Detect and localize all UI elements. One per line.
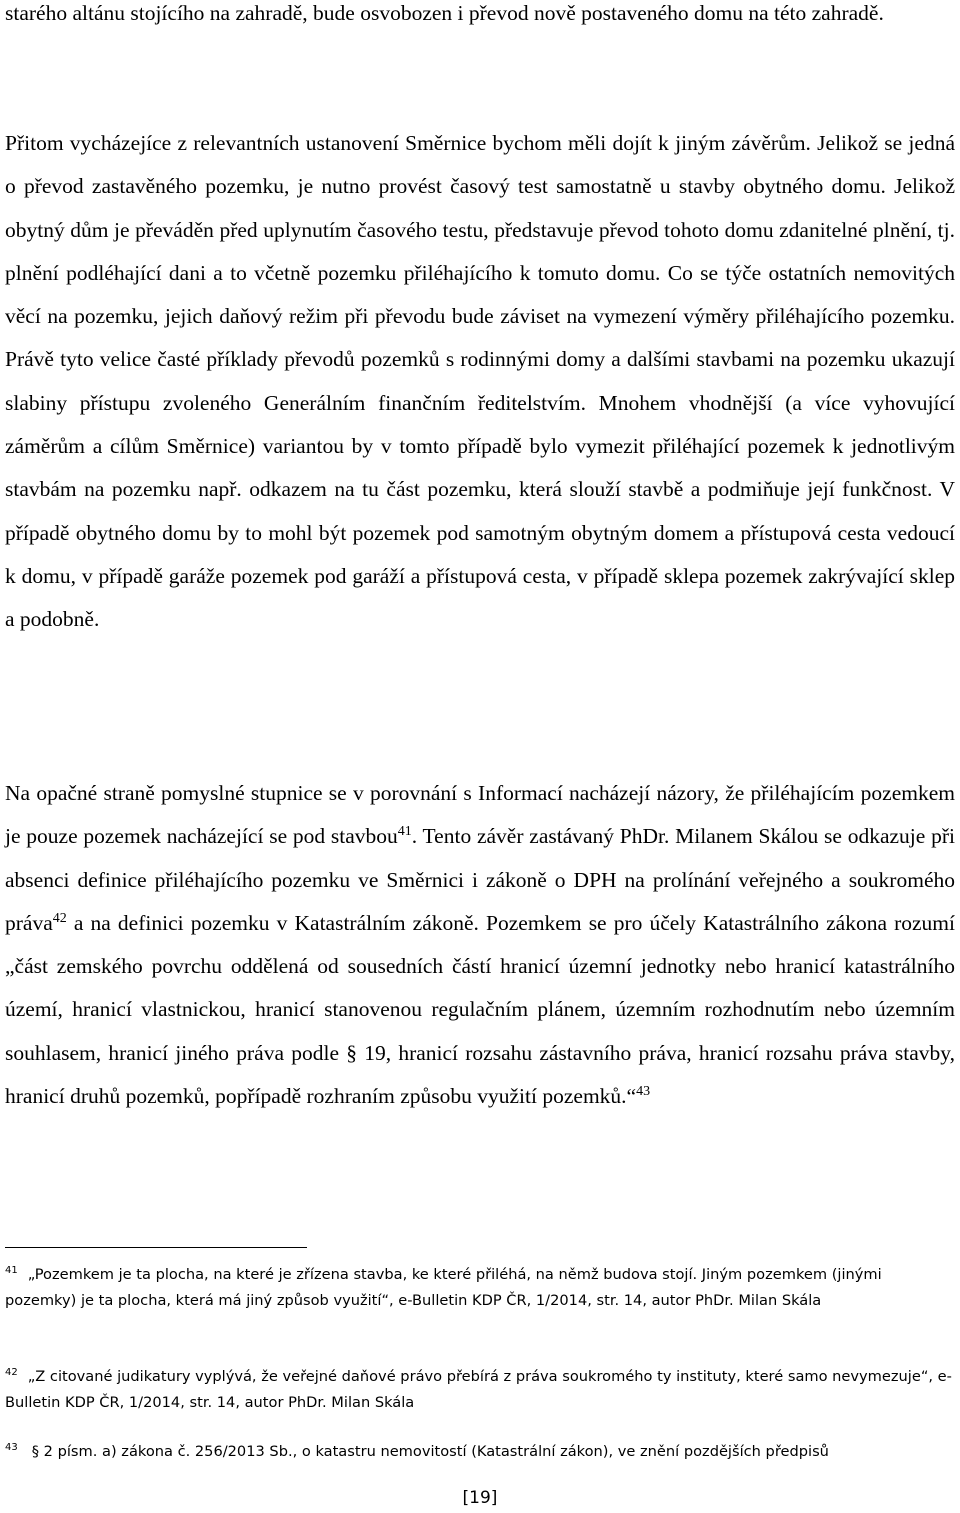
page-number: [19] (462, 1488, 498, 1508)
footnote-text: „Pozemkem je ta plocha, na které je zřízena stavba, ke které přiléhá, na němž budova stojí. Jiným pozemkem (jinými pozemky) je ta plocha, která má jiný způsob využití“, e-Bulletin KDP ČR, 1/2014, str. 14, autor PhDr. Milan Skála (5, 1266, 882, 1309)
footnote-41 (5, 1262, 955, 1314)
paragraph-directive-analysis: Přitom vycházejíce z relevantních ustanovení Směrnice bychom měli dojít k jiným závěrům. Jelikož se jedná o převod zastavěného pozemku, je nutno provést časový test samostatně u stavby obytného domu. Jelikož obytný dům je převáděn před uplynutím časového testu, představuje převod tohoto domu zdanitelné plnění, tj. plnění podléhající dani a to včetně pozemku přiléhajícího k tomuto domu. Co se týče ostatních nemovitých věcí na pozemku, jejich daňový režim při převodu bude záviset na vymezení výměry přiléhajícího pozemku. Právě tyto velice časté příklady převodů pozemků s rodinnými domy a dalšími stavbami na pozemku ukazují slabiny přístupu zvoleného Generálním finančním ředitelstvím. Mnohem vhodnější (a více vyhovující záměrům a cílům Směrnice) variantou by v tomto případě bylo vymezit přiléhající pozemek k jednotlivým stavbám na pozemku např. odkazem na tu část pozemku, která slouží stavbě a podmiňuje její funkčnost. V případě obytného domu by to mohl být pozemek pod samotným obytným domem a přístupová cesta vedoucí k domu, v případě garáže pozemek pod garáží a přístupová cesta, v případě sklepa pozemek zakrývající sklep a podobně. (5, 131, 955, 632)
footnote-number: 41 (5, 1265, 18, 1276)
paragraph-text-part-3: a na definici pozemku v Katastrálním zákoně. Pozemkem se pro účely Katastrálního zákona rozumí „část zemského povrchu oddělená od sousedních částí hranicí územní jednotky nebo hranicí katastrálního území, hranicí vlastnickou, hranicí stanovenou regulačním plánem, územním rozhodnutím nebo územním souhlasem, hranicí jiného práva podle § 19, hranicí rozsahu zástavního práva, hranicí rozsahu práva stavby, hranicí druhů pozemků, popřípadě rozhraním způsobu využití pozemků.“ (5, 910, 955, 1109)
footnote-separator (5, 1247, 307, 1248)
footnote-reference-42[interactable]: 42 (52, 910, 67, 926)
footnote-42 (5, 1364, 955, 1416)
footnote-number: 43 (5, 1442, 18, 1453)
footnote-43 (5, 1439, 955, 1465)
paragraph-continuation: starého altánu stojícího na zahradě, bude osvobozen i převod nově postaveného domu na této zahradě. (5, 1, 884, 25)
paragraph-text-part-2: . Tento závěr zastávaný PhDr. Milanem Skálou se odkazuje při absenci definice přiléhajícího pozemku ve Směrnici i zákoně o DPH na prolínání veřejného a soukromého práva (5, 824, 955, 935)
paragraph-opposing-view (5, 772, 955, 1118)
footnote-text: „Z citované judikatury vyplývá, že veřejné daňové právo přebírá z práva soukromého ty instituty, které samo nevymezuje“, e-Bulletin KDP ČR, 1/2014, str. 14, autor PhDr. Milan Skála (5, 1368, 952, 1411)
footnote-reference-43[interactable]: 43 (636, 1083, 651, 1099)
footnote-number: 42 (5, 1367, 18, 1378)
footnote-text: § 2 písm. a) zákona č. 256/2013 Sb., o katastru nemovitostí (Katastrální zákon), ve znění pozdějších předpisů (31, 1443, 829, 1460)
footnote-reference-41[interactable]: 41 (397, 824, 412, 840)
paragraph-text-part-1: Na opačné straně pomyslné stupnice se v porovnání s Informací nacházejí názory, že přiléhajícím pozemkem je pouze pozemek nacházející se pod stavbou (5, 781, 955, 849)
